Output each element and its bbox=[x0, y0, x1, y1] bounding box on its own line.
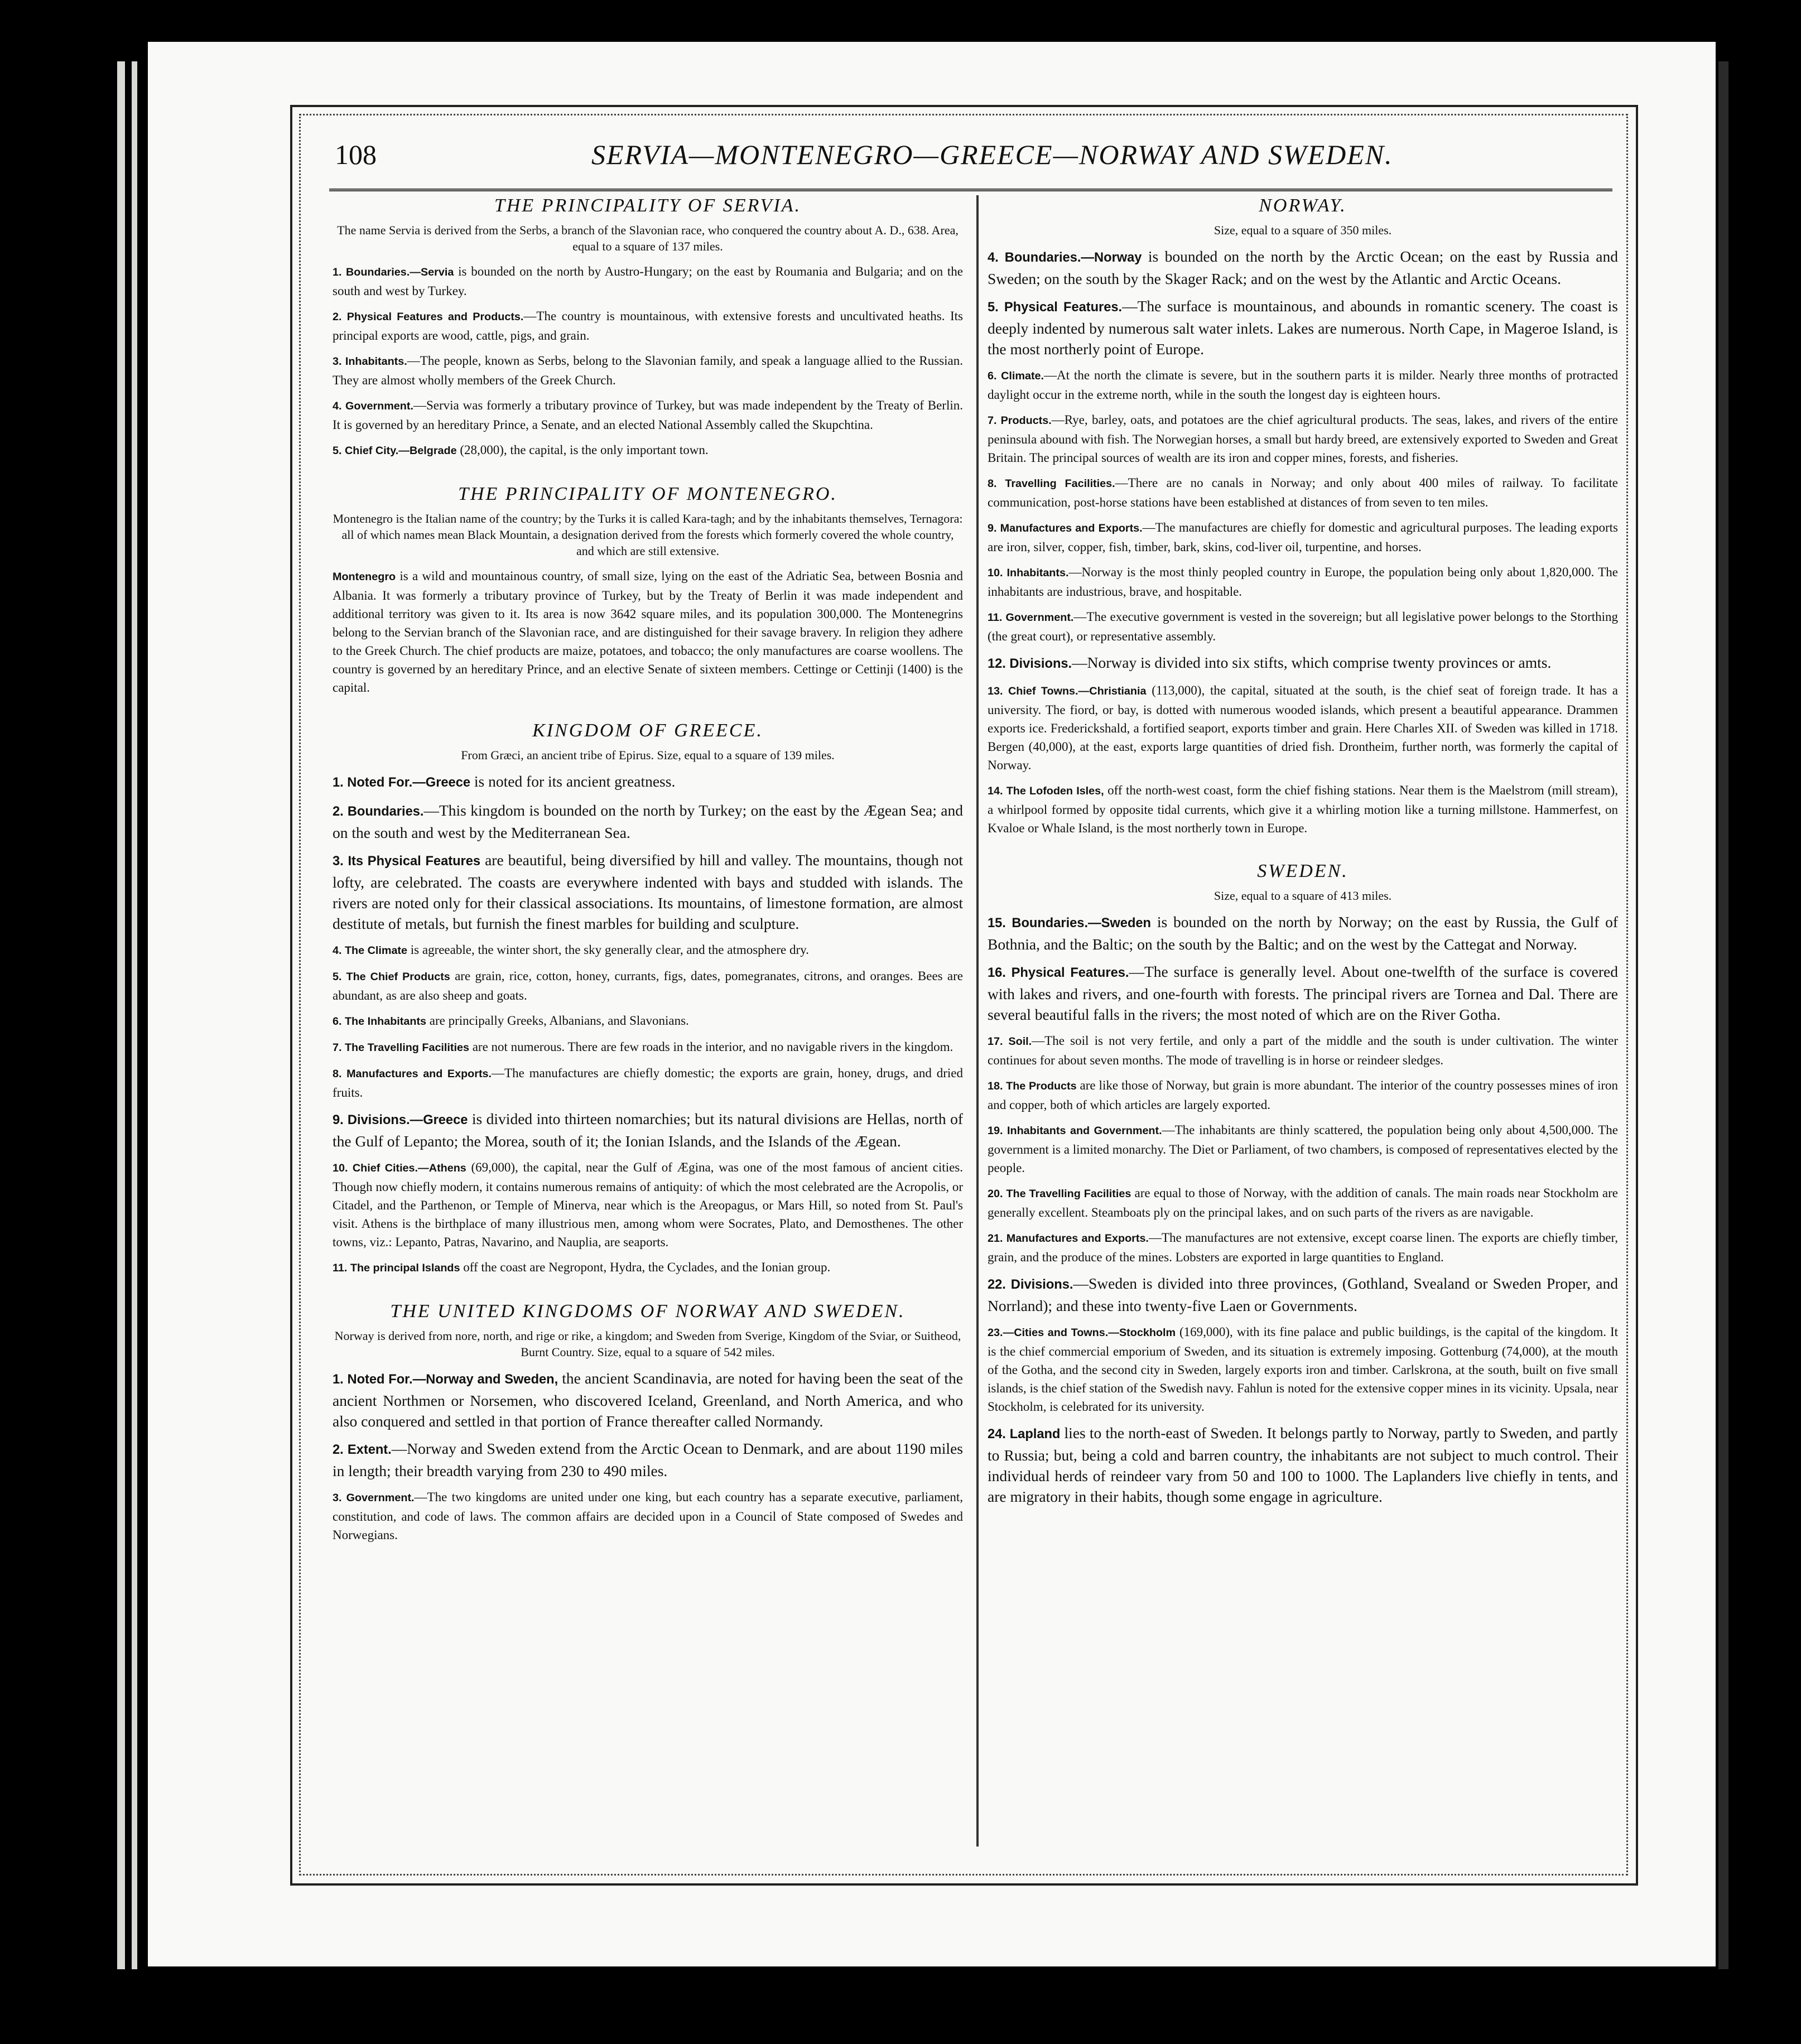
paragraph bbox=[988, 608, 1618, 645]
paragraph bbox=[988, 781, 1618, 837]
paragraph-lead: 4. The Climate bbox=[333, 944, 408, 957]
section-title: NORWAY. bbox=[1259, 195, 1347, 216]
paragraph-text: —The executive government is vested in the sovereign; but all legislative power belongs to the Storthing (the great court), or representative assembly. bbox=[988, 610, 1618, 643]
section-intro: Montenegro is the Italian name of the country; by the Turks it is called Kara-tagh; and by the inhabitants themselves, Ternagora: all of which names mean Black Mountain, a designation derived from the forests which formerly covered the whole country, and which are still extensive. bbox=[333, 512, 963, 558]
paragraph-lead: 24. Lapland bbox=[988, 1427, 1061, 1442]
paragraph bbox=[333, 307, 963, 345]
paragraph-lead: 6. The Inhabitants bbox=[333, 1015, 427, 1028]
paragraph-text: —There are no canals in Norway; and only about 400 miles of railway. To facilitate communication, post-horse stations have been established at distances of from seven to ten miles. bbox=[988, 476, 1618, 509]
paragraph-text: is a wild and mountainous country, of small size, lying on the east of the Adriatic Sea, between Bosnia and Albania. It was formerly a tributary province of Turkey, but by the Treaty of Berlin it was made independent and additional territory was given to it. Its area is now 3642 square miles, and its population 300,000. The Montenegrins belong to the Servian branch of the Slavonian race, and are distinguished for their savage bravery. In religion they adhere to the Greek Church. The chief products are maize, potatoes, and tobacco; the only manufactures are coarse woollens. The country is governed by an hereditary Prince, and an elective Senate of sixteen members. Cettinge or Cettinji (1400) is the capital. bbox=[333, 569, 963, 695]
paragraph bbox=[333, 941, 963, 960]
paragraph-lead: 18. The Products bbox=[988, 1080, 1077, 1092]
paragraph-lead: 9. Divisions.—Greece bbox=[333, 1113, 468, 1127]
section-title: KINGDOM OF GREECE. bbox=[532, 720, 763, 741]
paragraph-lead: 17. Soil. bbox=[988, 1035, 1032, 1048]
paragraph-lead: 7. The Travelling Facilities bbox=[333, 1042, 469, 1054]
page-edge bbox=[132, 61, 137, 1969]
paragraph bbox=[988, 518, 1618, 556]
section-spacer bbox=[333, 467, 963, 484]
section-title: THE PRINCIPALITY OF MONTENEGRO. bbox=[458, 484, 837, 504]
paragraph bbox=[988, 1423, 1618, 1507]
paragraph bbox=[333, 800, 963, 843]
paragraph bbox=[333, 1064, 963, 1102]
paragraph-text: is divided into thirteen nomarchies; but its natural divisions are Hellas, north of the Gulf of Lepanto; the Morea, south of it; the Ionian Islands, and the Islands of the Ægean. bbox=[333, 1110, 963, 1150]
paragraph-text: —Servia was formerly a tributary province of Turkey, but was made independent by the Treaty of Berlin. It is governed by an hereditary Prince, a Senate, and an elected National Assembly called the Skupchtina. bbox=[333, 398, 963, 432]
paragraph bbox=[988, 411, 1618, 467]
paragraph-lead: 5. Physical Features. bbox=[988, 300, 1123, 315]
paragraph-text: —The manufactures are not extensive, except coarse linen. The exports are chiefly timber, grain, and the produce of the mines. Lobsters are exported in large quantities to England. bbox=[988, 1231, 1618, 1264]
paragraph bbox=[333, 1438, 963, 1481]
paragraph bbox=[988, 961, 1618, 1025]
paragraph bbox=[333, 1158, 963, 1251]
paragraph-text: (113,000), the capital, situated at the south, is the chief seat of foreign trade. It has a university. The fiord, or bay, is dotted with numerous wooded islands, which present a beautiful appearance. Drammen exports ice. Frederickshald, a fortified seaport, exports timber and grain. Here Charles XII. of Sweden was killed in 1718. Bergen (40,000), at the east, exports large quantities of dried fish. Drontheim, further north, was formerly the capital of Norway. bbox=[988, 683, 1618, 772]
paragraph bbox=[333, 1038, 963, 1057]
paragraph bbox=[988, 563, 1618, 601]
section-title: SWEDEN. bbox=[1257, 861, 1349, 881]
paragraph-text: is noted for its ancient greatness. bbox=[470, 773, 676, 790]
paragraph-text: —Norway is the most thinly peopled country in Europe, the population being only about 1,820,000. The inhabitants are industrious, brave, and hospitable. bbox=[988, 565, 1618, 599]
paragraph-lead: 14. The Lofoden Isles, bbox=[988, 785, 1104, 797]
paragraph-lead: 10. Chief Cities.—Athens bbox=[333, 1162, 466, 1174]
paragraph-text: are equal to those of Norway, with the addition of canals. The main roads near Stockholm are generally excellent. Steamboats ply on the principal lakes, and on such parts of the rivers as are navigable. bbox=[988, 1186, 1618, 1219]
paragraph-lead: 4. Government. bbox=[333, 400, 413, 412]
paragraph-text: off the north-west coast, form the chief fishing stations. Near them is the Maelstrom (mill stream), a whirlpool formed by opposite tidal currents, which give it a whirling motion like a turning millstone. Hammerfest, on Kvaloe or Whale Island, is the most northerly town in Europe. bbox=[988, 783, 1618, 835]
paragraph-text: —The country is mountainous, with extensive forests and uncultivated heaths. Its principal exports are wood, cattle, pigs, and grain. bbox=[333, 309, 963, 343]
paragraph bbox=[988, 1323, 1618, 1416]
paragraph-lead: 9. Manufactures and Exports. bbox=[988, 522, 1143, 534]
paragraph bbox=[988, 652, 1618, 674]
section-intro: Size, equal to a square of 350 miles. bbox=[1213, 223, 1392, 237]
paragraph bbox=[988, 1031, 1618, 1069]
paragraph-lead: 20. The Travelling Facilities bbox=[988, 1188, 1131, 1200]
paragraph bbox=[333, 351, 963, 389]
paragraph bbox=[333, 850, 963, 934]
paragraph bbox=[333, 567, 963, 697]
paragraph-lead: 13. Chief Towns.—Christiania bbox=[988, 685, 1147, 697]
left-column bbox=[333, 195, 963, 1852]
paragraph-lead: 3. Government. bbox=[333, 1492, 415, 1504]
paragraph-text: off the coast are Negropont, Hydra, the Cyclades, and the Ionian group. bbox=[460, 1260, 831, 1274]
section-spacer bbox=[333, 703, 963, 720]
paragraph-lead: 2. Physical Features and Products. bbox=[333, 311, 524, 323]
section-intro: Size, equal to a square of 413 miles. bbox=[1213, 889, 1392, 903]
paragraph-lead: 3. Inhabitants. bbox=[333, 355, 407, 368]
paragraph-text: the ancient Scandinavia, are noted for having been the seat of the ancient Northmen or Norsemen, who discovered Iceland, Greenland, and North America, and who also conquered and settled in that portion of France thereafter called Normandy. bbox=[333, 1370, 963, 1430]
paragraph-lead: 11. The principal Islands bbox=[333, 1262, 460, 1274]
paragraph-lead: 5. Chief City.—Belgrade bbox=[333, 445, 457, 457]
paragraph-lead: 1. Boundaries.—Servia bbox=[333, 266, 454, 278]
section-spacer bbox=[333, 1284, 963, 1301]
section-intro: Norway is derived from nore, north, and rige or rike, a kingdom; and Sweden from Sverige, Kingdom of the Sviar, or Suitheod, Burnt Country. Size, equal to a square of 542 miles. bbox=[334, 1329, 961, 1359]
paragraph-lead: 15. Boundaries.—Sweden bbox=[988, 916, 1151, 931]
page-title: SERVIA—MONTENEGRO—GREECE—NORWAY AND SWEDEN. bbox=[591, 139, 1393, 170]
paragraph bbox=[333, 396, 963, 434]
paragraph-text: —The two kingdoms are united under one king, but each country has a separate executive, parliament, constitution, and code of laws. The common affairs are decided upon in a Council of State composed of Swedes and Norwegians. bbox=[333, 1490, 963, 1542]
paragraph-text: lies to the north-east of Sweden. It belongs partly to Norway, partly to Sweden, and partly to Russia; but, being a cold and barren country, the inhabitants are not subject to much control. Their individual herds of reindeer vary from 50 and 100 to 1000. The Laplanders live chiefly in tents, and are migratory in their habits, though some engage in agriculture. bbox=[988, 1424, 1618, 1505]
section-intro: The name Servia is derived from the Serbs, a branch of the Slavonian race, who conquered the country about A. D., 638. Area, equal to a square of 137 miles. bbox=[337, 223, 959, 253]
paragraph-text: —The people, known as Serbs, belong to the Slavonian family, and speak a language allied to the Russian. They are almost wholly members of the Greek Church. bbox=[333, 354, 963, 387]
paragraph bbox=[988, 1228, 1618, 1266]
paragraph-lead: 8. Travelling Facilities. bbox=[988, 478, 1115, 490]
paragraph-text: are principally Greeks, Albanians, and Slavonians. bbox=[426, 1014, 689, 1028]
paragraph-text: (28,000), the capital, is the only important town. bbox=[456, 443, 709, 457]
paragraph-text: —Sweden is divided into three provinces, (Gothland, Svealand or Sweden Proper, and Norrland); and these into twenty-five Laen or Governments. bbox=[988, 1275, 1618, 1314]
paragraph-lead: Montenegro bbox=[333, 571, 396, 583]
paragraph-text: —Norway and Sweden extend from the Arctic Ocean to Denmark, and are about 1190 miles in length; their breadth varying from 230 to 490 miles. bbox=[333, 1440, 963, 1479]
paragraph-text: —The soil is not very fertile, and only a part of the middle and the south is under cultivation. The winter continues for about seven months. The mode of travelling is in horse or reindeer sledges. bbox=[988, 1034, 1618, 1067]
paragraph-text: are grain, rice, cotton, honey, currants, figs, dates, pomegranates, citrons, and oranges. Bees are abundant, as are also sheep and goats. bbox=[333, 969, 963, 1002]
paragraph-text: (169,000), with its fine palace and public buildings, is the capital of the kingdom. It is the chief commercial emporium of Sweden, and its situation is extremely imposing. Gottenburg (74,000), at the mouth of the Gotha, and the second city in Sweden, largely exports iron and timber. Carlskrona, at the south, built on five small islands, is the chief station of the Swedish navy. Fahlun is noted for the extensive copper mines in its vicinity. Upsala, near Stockholm, is celebrated for its university. bbox=[988, 1325, 1618, 1414]
right-column bbox=[988, 195, 1618, 1852]
paragraph bbox=[988, 296, 1618, 359]
paragraph bbox=[988, 366, 1618, 404]
paragraph-lead: 7. Products. bbox=[988, 414, 1052, 427]
paragraph-text: (69,000), the capital, near the Gulf of Ægina, was one of the most famous of ancient cities. Though now chiefly modern, it contains numerous remains of antiquity: of which the most celebrated are the Acropolis, or Citadel, and the Parthenon, or Temple of Minerva, near which is the Areopagus, or Mars Hill, so noted from St. Paul's visit. Athens is the birthplace of many illustrious men, among whom were Socrates, Plato, and Demosthenes. The other towns, viz.: Lepanto, Patras, Navarino, and Nauplia, are seaports. bbox=[333, 1160, 963, 1249]
paragraph bbox=[333, 771, 963, 793]
paragraph-text: are not numerous. There are few roads in the interior, and no navigable rivers in the kingdom. bbox=[469, 1040, 954, 1054]
paragraph bbox=[333, 1488, 963, 1544]
paragraph bbox=[988, 1121, 1618, 1177]
paragraph bbox=[988, 681, 1618, 774]
paragraph-text: is agreeable, the winter short, the sky generally clear, and the atmosphere dry. bbox=[407, 943, 809, 957]
paragraph bbox=[333, 262, 963, 300]
paragraph-text: is bounded on the north by the Arctic Ocean; on the east by Russia and Sweden; on the south by the Skager Rack; and on the west by the Atlantic and Arctic Oceans. bbox=[988, 248, 1618, 287]
section-title: THE UNITED KINGDOMS OF NORWAY AND SWEDEN. bbox=[390, 1301, 906, 1322]
paragraph-lead: 5. The Chief Products bbox=[333, 971, 450, 983]
section-intro: From Græci, an ancient tribe of Epirus. Size, equal to a square of 139 miles. bbox=[461, 748, 835, 762]
paragraph bbox=[988, 246, 1618, 289]
paragraph bbox=[333, 1258, 963, 1278]
paragraph-lead: 23.—Cities and Towns.—Stockholm bbox=[988, 1327, 1176, 1339]
page-edge bbox=[1718, 61, 1728, 1969]
paragraph-text: —The surface is mountainous, and abounds in romantic scenery. The coast is deeply indented by numerous salt water inlets. Lakes are numerous. North Cape, in Mageroe Island, is the most northerly point of Europe. bbox=[988, 297, 1618, 358]
paragraph-text: —This kingdom is bounded on the north by Turkey; on the east by the Ægean Sea; and on the south and west by the Mediterranean Sea. bbox=[333, 802, 963, 841]
paragraph-text: —The manufactures are chiefly for domestic and agricultural purposes. The leading exports are iron, silver, copper, fish, timber, bark, skins, cod-liver oil, turpentine, and horses. bbox=[988, 520, 1618, 554]
paragraph-text: —Rye, barley, oats, and potatoes are the chief agricultural products. The seas, lakes, and rivers of the entire peninsula abound with fish. The Norwegian horses, a small but hardy breed, are extensively exported to Sweden and Great Britain. The principal sources of wealth are its iron and copper mines, forests, and fisheries. bbox=[988, 413, 1618, 465]
paragraph-lead: 1. Noted For.—Norway and Sweden, bbox=[333, 1372, 558, 1387]
paragraph-lead: 22. Divisions. bbox=[988, 1278, 1073, 1292]
paragraph-lead: 3. Its Physical Features bbox=[333, 854, 481, 869]
section-title: THE PRINCIPALITY OF SERVIA. bbox=[494, 195, 802, 216]
paragraph bbox=[333, 1108, 963, 1151]
paragraph bbox=[333, 441, 963, 460]
paragraph-lead: 8. Manufactures and Exports. bbox=[333, 1068, 492, 1080]
paragraph-lead: 1. Noted For.—Greece bbox=[333, 775, 470, 790]
paragraph bbox=[333, 1011, 963, 1031]
paragraph-lead: 12. Divisions. bbox=[988, 657, 1072, 671]
page-edge bbox=[117, 61, 125, 1969]
paragraph-lead: 6. Climate. bbox=[988, 370, 1044, 382]
section-spacer bbox=[988, 844, 1618, 861]
paragraph bbox=[333, 1368, 963, 1431]
paragraph-lead: 19. Inhabitants and Government. bbox=[988, 1125, 1162, 1137]
paragraph-text: —The manufactures are chiefly domestic; the exports are grain, honey, drugs, and dried fruits. bbox=[333, 1066, 963, 1100]
paragraph-lead: 11. Government. bbox=[988, 611, 1074, 624]
paragraph-text: —At the north the climate is severe, but in the southern parts it is milder. Nearly three months of protracted daylight occur in the extreme north, while in the south the longest day is eighteen hours. bbox=[988, 368, 1618, 402]
column-divider bbox=[976, 195, 979, 1847]
header-rule bbox=[329, 189, 1612, 191]
paragraph-lead: 10. Inhabitants. bbox=[988, 567, 1069, 579]
paragraph-text: is bounded on the north by Austro-Hungary; on the east by Roumania and Bulgaria; and on the south and west by Turkey. bbox=[333, 264, 963, 298]
paragraph-lead: 2. Boundaries. bbox=[333, 804, 424, 819]
paragraph-lead: 16. Physical Features. bbox=[988, 966, 1129, 980]
paragraph-lead: 21. Manufactures and Exports. bbox=[988, 1232, 1149, 1245]
paragraph-text: —The surface is generally level. About one-twelfth of the surface is covered with lakes and rivers, and one-fourth with forests. The principal rivers are Tornea and Dal. There are several beautiful falls in the rivers; the most noted of which are on the River Gotha. bbox=[988, 963, 1618, 1023]
paragraph-text: are like those of Norway, but grain is more abundant. The interior of the country possesses mines of iron and copper, both of which articles are largely exported. bbox=[988, 1078, 1618, 1112]
paragraph-lead: 4. Boundaries.—Norway bbox=[988, 250, 1142, 265]
paragraph-text: are beautiful, being diversified by hill and valley. The mountains, though not lofty, are celebrated. The coasts are everywhere indented with bays and studded with islands. The rivers are noted only for their classical associations. Its mountains, of limestone formation, are almost destitute of metals, but furnish the finest marbles for building and sculpture. bbox=[333, 851, 963, 932]
paragraph-text: —Norway is divided into six stifts, which comprise twenty provinces or amts. bbox=[1072, 654, 1552, 671]
paragraph bbox=[988, 474, 1618, 512]
paragraph-text: is bounded on the north by Norway; on the east by Russia, the Gulf of Bothnia, and the Baltic; on the south by the Baltic; and on the west by the Cattegat and Norway. bbox=[988, 913, 1618, 953]
page-number: 108 bbox=[335, 139, 377, 170]
paragraph bbox=[988, 1076, 1618, 1114]
paragraph bbox=[988, 1184, 1618, 1222]
paragraph-text: —The inhabitants are thinly scattered, the population being only about 4,500,000. The government is a limited monarchy. The Diet or Parliament, of two chambers, is composed of representatives elected by the people. bbox=[988, 1123, 1618, 1175]
paragraph bbox=[333, 967, 963, 1005]
paragraph bbox=[988, 1273, 1618, 1316]
paragraph-lead: 2. Extent. bbox=[333, 1443, 392, 1457]
paragraph bbox=[988, 912, 1618, 954]
